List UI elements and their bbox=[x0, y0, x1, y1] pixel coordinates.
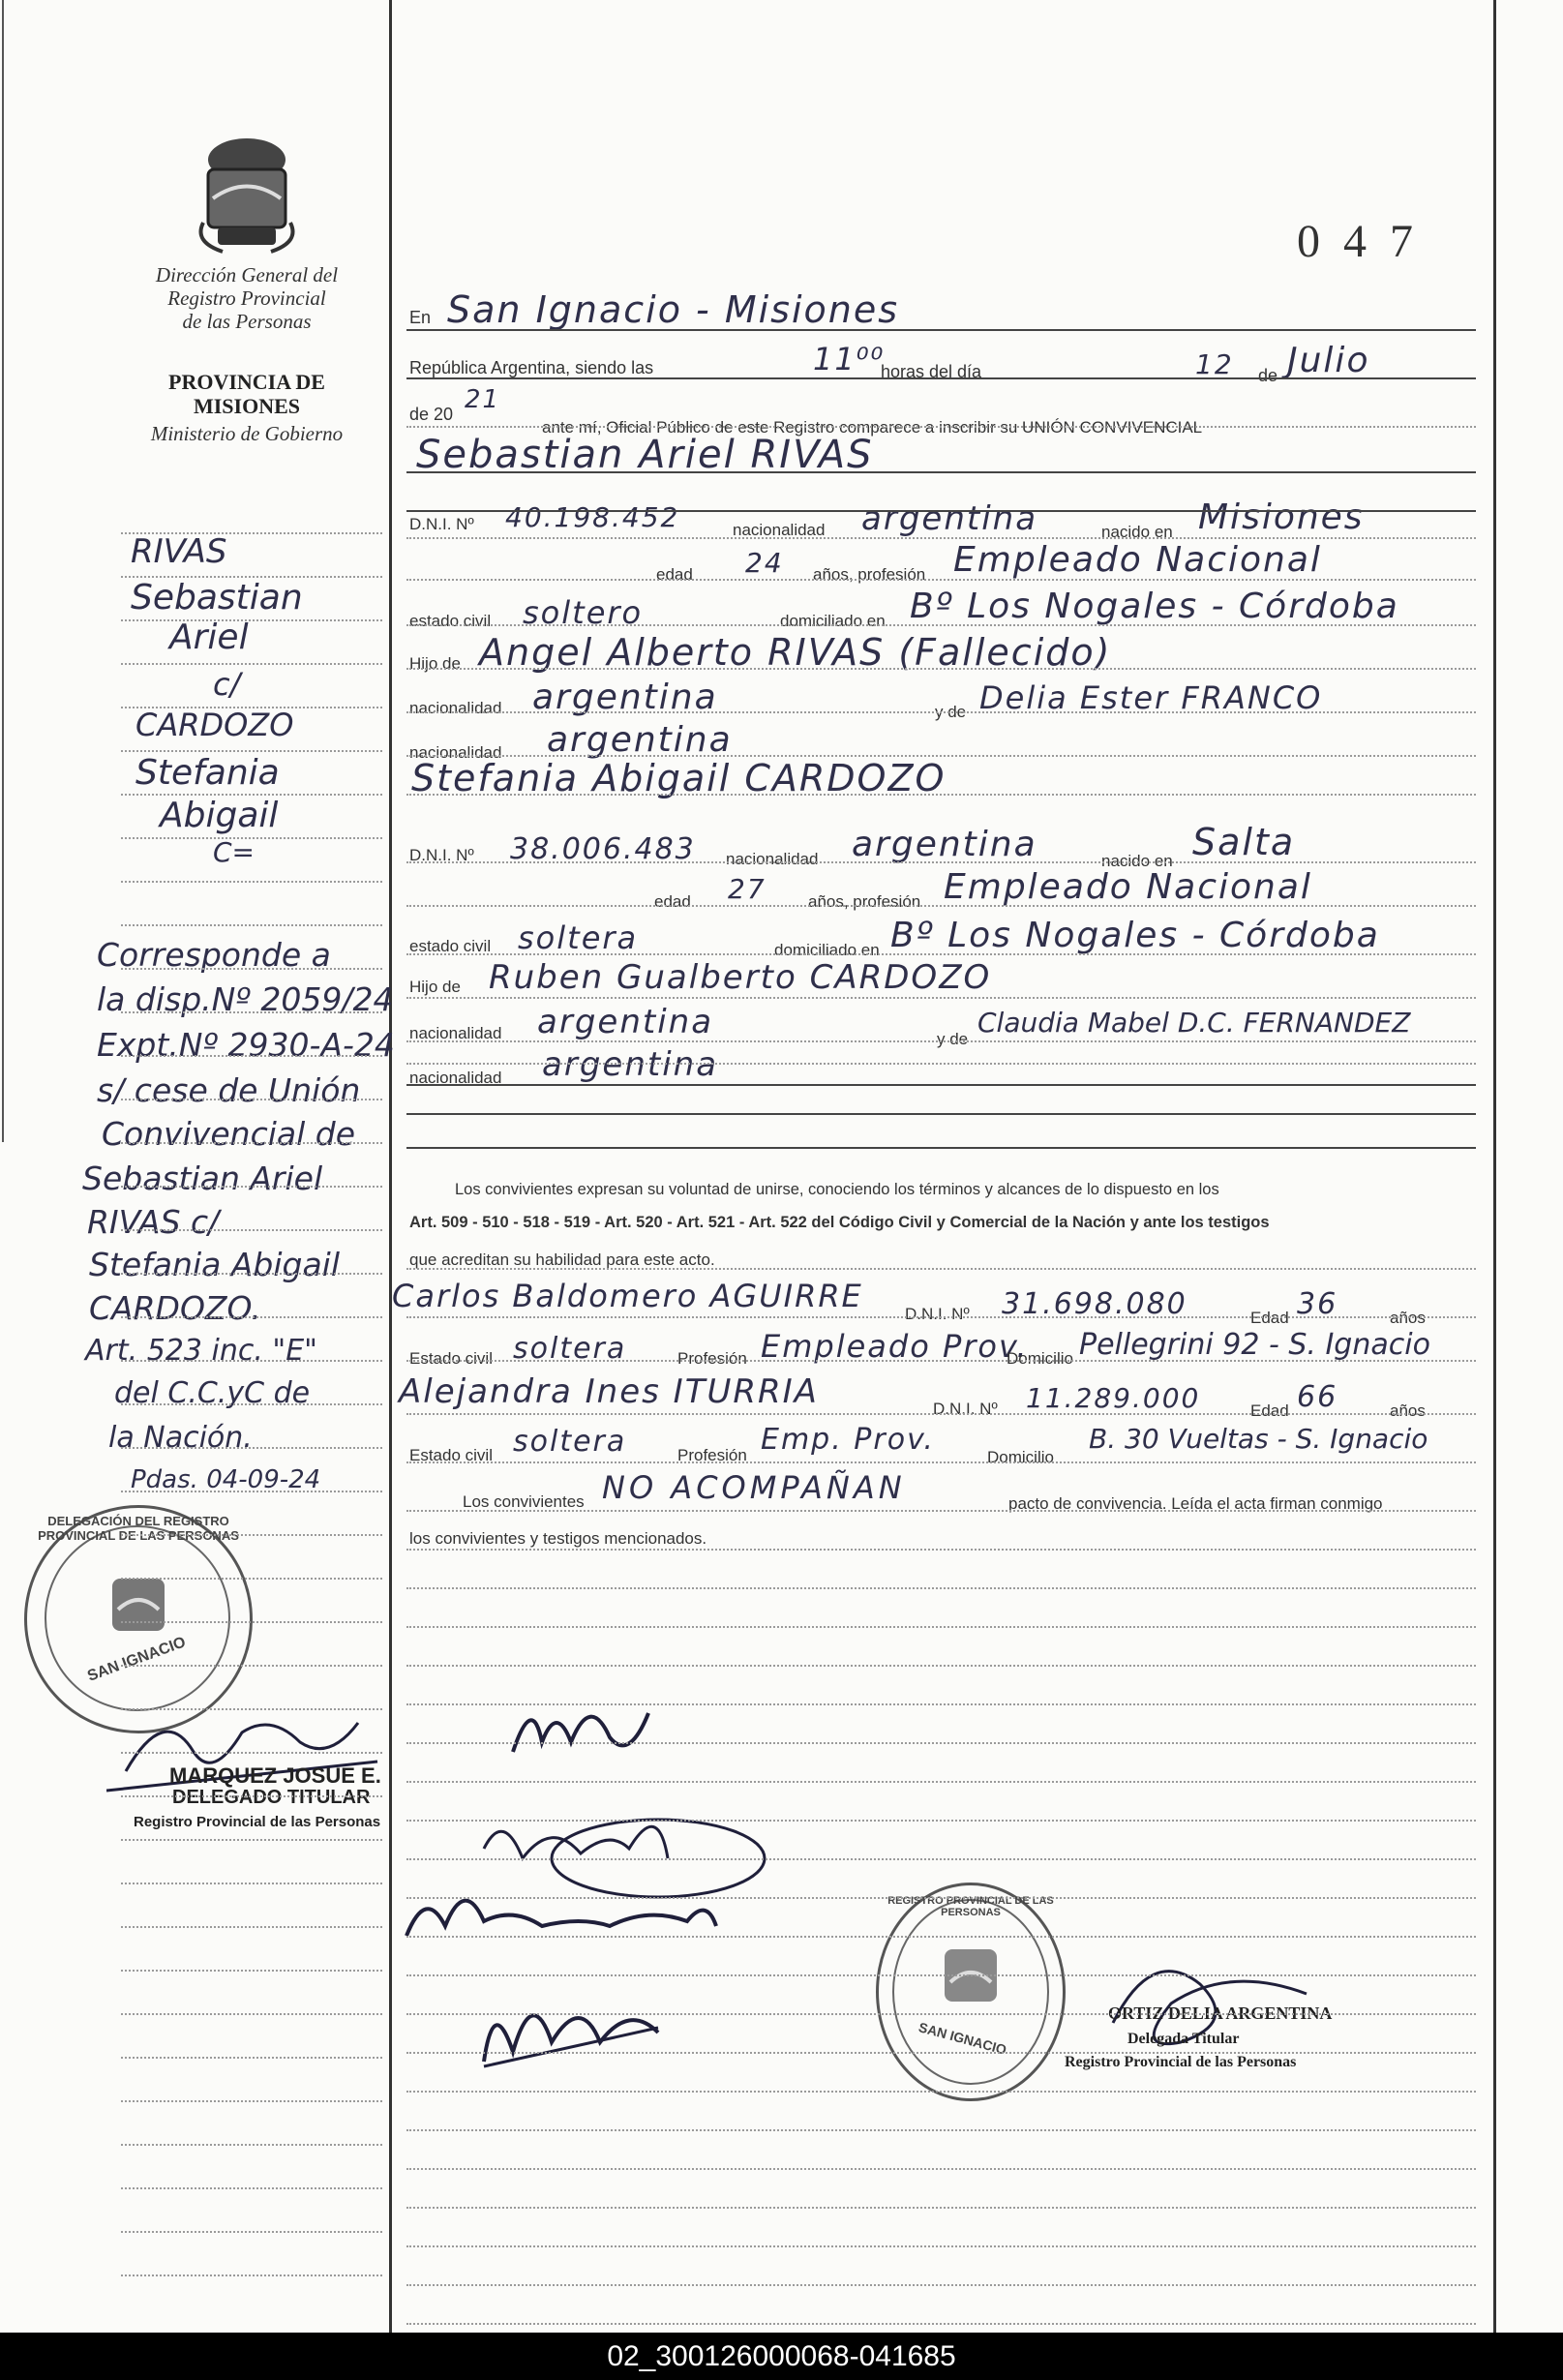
person1-nat: argentina bbox=[861, 499, 1038, 538]
ruled-line bbox=[121, 619, 382, 621]
right-edge-rule bbox=[1493, 0, 1496, 2333]
ruled-line bbox=[406, 1587, 1476, 1589]
ruled-line bbox=[406, 1974, 1476, 1976]
witness1-domicile: Pellegrini 92 - S. Ignacio bbox=[1079, 1328, 1430, 1362]
person1-civil-label: estado civil bbox=[409, 612, 492, 630]
person1-mother-nat: argentina bbox=[547, 720, 733, 760]
ruled-line bbox=[121, 1970, 382, 1972]
ruled-line bbox=[121, 1011, 382, 1013]
witness1-age-unit: años bbox=[1390, 1309, 1426, 1327]
province-line: PROVINCIA DE bbox=[168, 370, 325, 394]
witness1-age: 36 bbox=[1297, 1287, 1338, 1321]
person2-profession: Empleado Nacional bbox=[944, 867, 1312, 907]
left-column-rule bbox=[389, 0, 392, 2333]
place-prefix: En bbox=[409, 308, 432, 327]
ruled-line bbox=[121, 2231, 382, 2233]
ruled-line bbox=[406, 2129, 1476, 2131]
person1-father-nat: argentina bbox=[532, 678, 718, 717]
ruled-line bbox=[121, 532, 382, 534]
person2-mother-nat-label: nacionalidad bbox=[409, 1069, 502, 1087]
ruled-line bbox=[121, 1752, 382, 1754]
ruled-line bbox=[406, 711, 1476, 713]
person2-child-label: Hijo de bbox=[409, 978, 461, 996]
ruled-line bbox=[406, 1084, 1476, 1086]
person1-civil: soltero bbox=[523, 594, 644, 631]
ruled-line bbox=[121, 968, 382, 970]
ruled-line bbox=[121, 1665, 382, 1667]
ruled-line bbox=[406, 1858, 1476, 1860]
person2-age-unit: años, profesión bbox=[808, 892, 921, 911]
witness2-name: Alejandra Ines ITURRIA bbox=[399, 1372, 819, 1411]
ruled-line bbox=[121, 1099, 382, 1100]
ruled-line bbox=[406, 2013, 1476, 2015]
margin-note-line: la Nación. bbox=[108, 1421, 253, 1455]
person1-born-label: nacido en bbox=[1101, 523, 1173, 541]
ruled-line bbox=[406, 755, 1476, 757]
right-stamp-center-text: SAN IGNACIO bbox=[917, 2019, 1008, 2058]
person1-mother-nat-label: nacionalidad bbox=[409, 743, 502, 762]
witness1-dni-label: D.N.I. Nº bbox=[905, 1305, 970, 1323]
ruled-line bbox=[121, 1795, 382, 1797]
declaration-articles: Art. 509 - 510 - 518 - 519 - Art. 520 - Art. 521 - Art. 522 del Código Civil y Comercial de la Nación y ante los testigos bbox=[409, 1214, 1270, 1231]
hour-value: 11⁰⁰ bbox=[813, 341, 886, 377]
ruled-line bbox=[406, 1360, 1476, 1362]
margin-note-line: CARDOZO. bbox=[89, 1289, 261, 1327]
person1-nat-label: nacionalidad bbox=[733, 521, 826, 539]
person1-age-unit: años, profesión bbox=[813, 565, 926, 584]
convivient-signature-1-icon bbox=[503, 1684, 658, 1771]
comparece-text: ante mí, Oficial Público de este Registro comparece a inscribir su UNIÓN CONVIVENCIAL bbox=[542, 418, 1203, 437]
witness1-dom-label: Domicilio bbox=[1007, 1349, 1073, 1368]
witness1-prof-label: Profesión bbox=[677, 1349, 747, 1368]
left-edge-mark bbox=[2, 0, 4, 1142]
ruled-line bbox=[406, 2052, 1476, 2054]
person1-age-label: edad bbox=[656, 565, 693, 584]
year-suffix: 21 bbox=[465, 385, 501, 414]
ruled-line bbox=[121, 1229, 382, 1231]
person1-name: Sebastian Ariel RIVAS bbox=[416, 433, 874, 477]
ruled-line bbox=[406, 471, 1476, 473]
ruled-line bbox=[406, 1936, 1476, 1938]
ruled-line bbox=[406, 1781, 1476, 1783]
ruled-line bbox=[121, 1142, 382, 1144]
ruled-line bbox=[121, 576, 382, 578]
person1-dni: 40.198.452 bbox=[505, 501, 680, 533]
ruled-line bbox=[121, 2187, 382, 2189]
ruled-line bbox=[406, 624, 1476, 626]
ruled-line bbox=[121, 2013, 382, 2015]
person1-mother: Delia Ester FRANCO bbox=[979, 679, 1323, 716]
left-stamp-ring-text: DELEGACIÓN DEL REGISTRO PROVINCIAL DE LAS PERSONAS bbox=[38, 1514, 239, 1543]
ruled-line bbox=[121, 707, 382, 708]
witness2-age: 66 bbox=[1297, 1380, 1338, 1414]
left-stamp-emblem-icon bbox=[105, 1571, 172, 1639]
ruled-line bbox=[406, 1626, 1476, 1628]
witness1-civil-label: Estado civil bbox=[409, 1349, 493, 1368]
person2-age-label: edad bbox=[654, 892, 691, 911]
ruled-line bbox=[406, 1549, 1476, 1551]
ruled-line bbox=[406, 1147, 1476, 1149]
left-signer-office: Registro Provincial de las Personas bbox=[134, 1814, 381, 1830]
witness2-profession: Emp. Prov. bbox=[761, 1423, 935, 1457]
ruled-line bbox=[121, 1883, 382, 1884]
ruled-line bbox=[121, 1316, 382, 1318]
person2-father-nat: argentina bbox=[537, 1003, 714, 1041]
right-signer-name: ORTIZ DELIA ARGENTINA bbox=[1108, 2003, 1333, 2023]
person1-father: Angel Alberto RIVAS (Fallecido) bbox=[479, 631, 1112, 674]
ruled-line bbox=[121, 663, 382, 665]
person2-father-nat-label: nacionalidad bbox=[409, 1024, 502, 1042]
ministry-label: Ministerio de Gobierno bbox=[150, 422, 344, 445]
ruled-line bbox=[406, 579, 1476, 581]
ruled-line bbox=[406, 377, 1476, 379]
office-line: Dirección General del bbox=[155, 263, 339, 286]
right-signer-office: Registro Provincial de las Personas bbox=[1065, 2054, 1297, 2070]
margin-name-line: CARDOZO bbox=[135, 707, 294, 743]
ruled-line bbox=[121, 924, 382, 926]
ruled-line bbox=[406, 1268, 1476, 1270]
page-number: 0 4 7 bbox=[1297, 216, 1419, 267]
ruled-line bbox=[406, 2245, 1476, 2247]
left-signer-name: MARQUEZ JOSUE E. bbox=[169, 1763, 381, 1788]
margin-name-line: c/ bbox=[213, 666, 241, 703]
ruled-line bbox=[121, 1534, 382, 1536]
witness2-dni: 11.289.000 bbox=[1026, 1382, 1201, 1414]
witness1-civil: soltera bbox=[513, 1332, 627, 1366]
person2-dni-label: D.N.I. Nº bbox=[409, 846, 474, 864]
margin-name-line: Sebastian bbox=[131, 578, 303, 618]
ruled-line bbox=[121, 881, 382, 883]
person2-nat: argentina bbox=[852, 825, 1037, 864]
margin-name-line: RIVAS bbox=[131, 532, 227, 571]
witness2-domicile: B. 30 Vueltas - S. Ignacio bbox=[1089, 1423, 1428, 1455]
ruled-line bbox=[121, 1447, 382, 1449]
witness1-age-label: Edad bbox=[1250, 1309, 1289, 1327]
ruled-line bbox=[121, 1578, 382, 1580]
declaration-line-2 bbox=[409, 1214, 1270, 1232]
person1-father-nat-label: nacionalidad bbox=[409, 699, 502, 717]
margin-note-line: RIVAS c/ bbox=[87, 1203, 220, 1241]
margin-note-line: Corresponde a bbox=[97, 936, 331, 974]
year-prefix: de 20 bbox=[409, 405, 454, 424]
ruled-line bbox=[406, 1040, 1476, 1042]
right-stamp-ring-text: REGISTRO PROVINCIAL DE LAS PERSONAS bbox=[887, 1895, 1054, 1918]
province-block bbox=[116, 370, 377, 418]
witness1-dni: 31.698.080 bbox=[1002, 1287, 1187, 1321]
ruled-line bbox=[121, 837, 382, 839]
ruled-line bbox=[121, 1186, 382, 1188]
witness2-prof-label: Profesión bbox=[677, 1446, 747, 1464]
person2-and-label: y de bbox=[937, 1030, 969, 1048]
person1-and-label: y de bbox=[935, 703, 967, 721]
witness2-age-unit: años bbox=[1390, 1401, 1426, 1420]
pact-text-c: los convivientes y testigos mencionados. bbox=[409, 1529, 707, 1548]
margin-note-line: Sebastian Ariel bbox=[82, 1160, 323, 1197]
ruled-line bbox=[121, 750, 382, 752]
ruled-line bbox=[406, 1703, 1476, 1705]
person2-born-label: nacido en bbox=[1101, 852, 1173, 870]
pact-value: NO ACOMPAÑAN bbox=[602, 1469, 906, 1506]
ruled-line bbox=[406, 1113, 1476, 1115]
witness2-dom-label: Domicilio bbox=[987, 1448, 1054, 1466]
declaration-line-3: que acreditan su habilidad para este acto. bbox=[409, 1250, 715, 1269]
ruled-line bbox=[406, 953, 1476, 955]
margin-note-line: la disp.Nº 2059/24 bbox=[97, 980, 394, 1018]
date-line-text-a: República Argentina, siendo las bbox=[409, 358, 654, 377]
ruled-line bbox=[121, 794, 382, 796]
person2-name: Stefania Abigail CARDOZO bbox=[411, 757, 947, 799]
place-value: San Ignacio - Misiones bbox=[447, 288, 900, 331]
ruled-line bbox=[406, 1413, 1476, 1415]
month-value: Julio bbox=[1287, 341, 1370, 380]
person2-born: Salta bbox=[1192, 821, 1296, 863]
witness1-name: Carlos Baldomero AGUIRRE bbox=[392, 1278, 863, 1314]
ruled-line bbox=[406, 1316, 1476, 1318]
ruled-line bbox=[121, 1839, 382, 1841]
ruled-line bbox=[121, 2057, 382, 2059]
right-signer-title: Delegada Titular bbox=[1127, 2031, 1240, 2047]
ruled-line bbox=[406, 1742, 1476, 1744]
person2-domicile: Bº Los Nogales - Córdoba bbox=[890, 916, 1380, 955]
person2-dom-label: domiciliado en bbox=[774, 941, 880, 959]
pact-text-a: Los convivientes bbox=[463, 1492, 585, 1511]
left-signer-title: DELEGADO TITULAR bbox=[172, 1787, 371, 1808]
office-block bbox=[116, 263, 377, 333]
witness1-profession: Empleado Prov. bbox=[761, 1328, 1029, 1365]
person1-born: Misiones bbox=[1198, 497, 1365, 537]
margin-note-line: Art. 523 inc. "E" bbox=[85, 1334, 317, 1368]
witness2-age-label: Edad bbox=[1250, 1401, 1289, 1420]
witness2-dni-label: D.N.I. Nº bbox=[933, 1400, 998, 1418]
ruled-line bbox=[121, 1273, 382, 1275]
right-official-stamp bbox=[876, 1883, 1066, 2101]
ruled-line bbox=[406, 1510, 1476, 1512]
office-line: Registro Provincial bbox=[167, 286, 326, 310]
ruled-line bbox=[121, 2144, 382, 2146]
left-stamp-center-text: SAN IGNACIO bbox=[85, 1634, 189, 1685]
person1-age: 24 bbox=[745, 547, 784, 579]
ruled-line bbox=[406, 997, 1476, 999]
ruled-line bbox=[406, 668, 1476, 670]
ruled-line bbox=[406, 510, 1476, 512]
ruled-line bbox=[406, 2091, 1476, 2093]
person2-civil: soltera bbox=[518, 919, 639, 956]
declaration-line-1: Los convivientes expresan su voluntad de unirse, conociendo los términos y alcances de lo dispuesto en los bbox=[455, 1181, 1219, 1198]
person2-dni: 38.006.483 bbox=[510, 832, 696, 866]
person2-father: Ruben Gualberto CARDOZO bbox=[489, 958, 992, 997]
person2-age: 27 bbox=[728, 873, 766, 905]
ruled-line bbox=[121, 1360, 382, 1362]
margin-note-line: del C.C.yC de bbox=[114, 1376, 311, 1410]
ruled-line bbox=[406, 2323, 1476, 2325]
margin-note-line: Pdas. 04-09-24 bbox=[131, 1465, 321, 1494]
pact-text-b: pacto de convivencia. Leída el acta firman conmigo bbox=[1008, 1494, 1383, 1513]
ruled-line bbox=[121, 1708, 382, 1710]
margin-note-line: s/ cese de Unión bbox=[97, 1071, 361, 1109]
date-line-text-c: de bbox=[1258, 366, 1278, 385]
ruled-line bbox=[406, 1820, 1476, 1822]
ruled-line bbox=[121, 2275, 382, 2276]
person2-mother-nat: argentina bbox=[542, 1045, 719, 1084]
margin-note-line: Convivencial de bbox=[102, 1115, 356, 1153]
ruled-line bbox=[406, 1063, 1476, 1065]
person1-dni-label: D.N.I. Nº bbox=[409, 515, 474, 533]
provincial-emblem-icon bbox=[194, 131, 300, 256]
day-value: 12 bbox=[1195, 348, 1234, 380]
margin-name-line: C= bbox=[213, 836, 255, 868]
ruled-line bbox=[406, 2284, 1476, 2286]
ruled-line bbox=[406, 794, 1476, 796]
office-line: de las Personas bbox=[182, 310, 312, 333]
margin-name-line: Abigail bbox=[160, 796, 279, 835]
ruled-line bbox=[406, 426, 1476, 428]
witness2-civil: soltera bbox=[513, 1425, 627, 1459]
person2-civil-label: estado civil bbox=[409, 937, 492, 955]
person1-dom-label: domiciliado en bbox=[780, 612, 886, 630]
date-line-text-b: horas del día bbox=[881, 362, 982, 381]
ruled-line bbox=[121, 1491, 382, 1492]
ruled-line bbox=[121, 1403, 382, 1405]
margin-name-line: Stefania bbox=[135, 753, 280, 793]
ruled-line bbox=[121, 1926, 382, 1928]
ruled-line bbox=[406, 1461, 1476, 1463]
person2-mother: Claudia Mabel D.C. FERNANDEZ bbox=[977, 1007, 1411, 1039]
margin-note-line: Expt.Nº 2930-A-24 bbox=[97, 1026, 395, 1064]
ruled-line bbox=[121, 1055, 382, 1057]
ruled-line bbox=[406, 329, 1476, 331]
ruled-line bbox=[121, 2100, 382, 2102]
ruled-line bbox=[406, 1665, 1476, 1667]
ruled-line bbox=[406, 1897, 1476, 1899]
person1-domicile: Bº Los Nogales - Córdoba bbox=[910, 587, 1399, 626]
ruled-line bbox=[406, 905, 1476, 907]
witness2-civil-label: Estado civil bbox=[409, 1446, 493, 1464]
province-line: MISIONES bbox=[193, 394, 301, 418]
ruled-line bbox=[121, 1621, 382, 1623]
witness-signature-1-icon bbox=[397, 1868, 726, 1955]
ruled-line bbox=[406, 861, 1476, 863]
margin-note-line: Stefania Abigail bbox=[89, 1246, 341, 1283]
ruled-line bbox=[406, 2168, 1476, 2170]
ruled-line bbox=[406, 537, 1476, 539]
person2-nat-label: nacionalidad bbox=[726, 850, 819, 868]
person1-profession: Empleado Nacional bbox=[953, 540, 1322, 580]
ruled-line bbox=[406, 2207, 1476, 2209]
margin-name-line: Ariel bbox=[169, 618, 249, 657]
person1-child-label: Hijo de bbox=[409, 654, 461, 673]
witness-signature-2-icon bbox=[474, 1974, 668, 2071]
document-footer-id: 02_300126000068-041685 bbox=[0, 2333, 1563, 2380]
